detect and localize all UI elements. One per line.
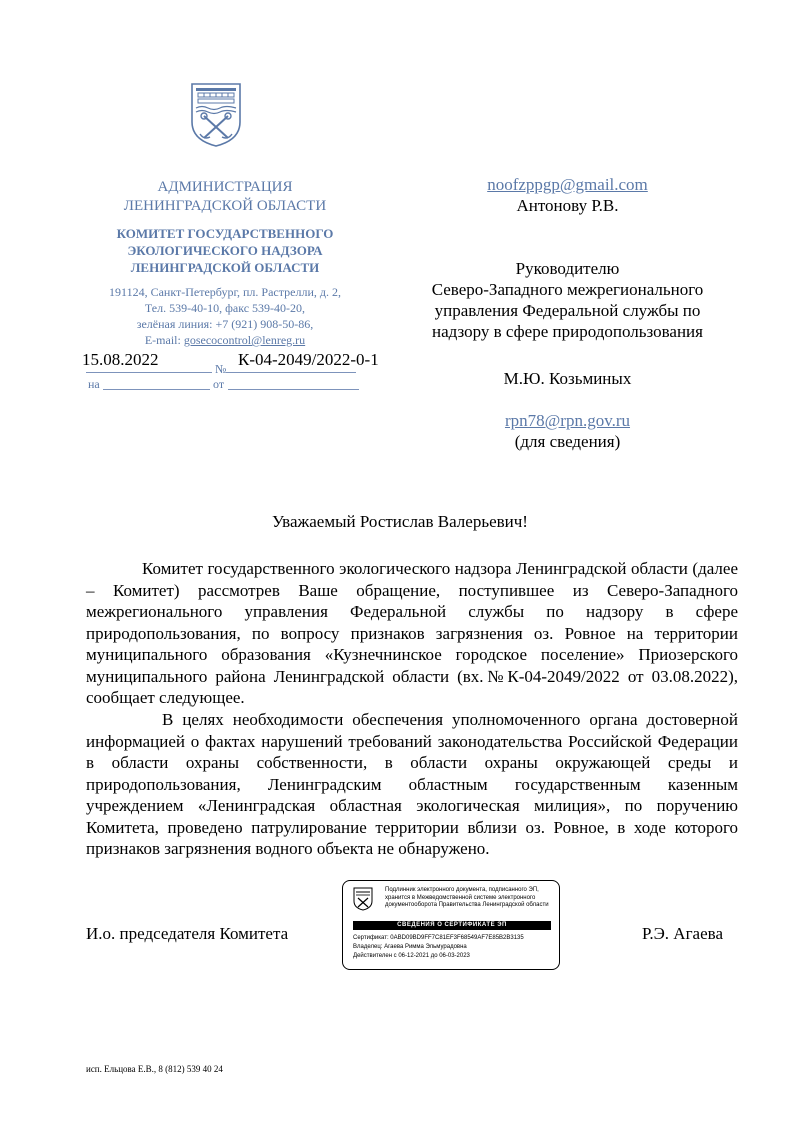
body-paragraph-1: Комитет государственного экологического надзора Ленинградской области (далее – Комитет) рассмотрев Ваше обращение, поступившее из Северо-Западного межрегионального управления Федеральной службы по надзору в сфере природопользования, по вопросу признаков загрязнения оз. Ровное на территории муниципального образования «Кузнечнинское городское поселение» Приозерского муниципального района Ленинградской области (вх.№К-04-2049/2022 от 03.08.2022), сообщает следующее. — [86, 559, 738, 707]
signatory-name: Р.Э. Агаева — [642, 924, 723, 943]
phone: Тел. 539-40-10, факс 539-40-20, — [144, 301, 306, 315]
stamp-owner: Владелец: Агаева Римма Эльмурадовна — [353, 944, 467, 950]
email-label: E-mail: — [144, 333, 184, 347]
stamp-header-bar: СВЕДЕНИЯ О СЕРТИФИКАТЕ ЭП — [353, 921, 551, 930]
recipient-3-note: (для сведения) — [514, 432, 621, 451]
stamp-certificate: Сертификат: 0ABD09BD9FF7C81EF3F68549AF7E85B2B3135 — [353, 935, 524, 941]
recipient-1-email-link[interactable]: noofzppgp@gmail.com — [487, 175, 648, 194]
hotline: зелёная линия: +7 (921) 908-50-86, — [136, 317, 314, 331]
divider — [226, 372, 356, 373]
recipient-1 — [405, 174, 730, 216]
registration-number: К-04-2049/2022-0-1 — [238, 350, 379, 369]
reply-to-label: на — [88, 377, 100, 391]
leningrad-oblast-coat-of-arms-icon — [190, 82, 242, 148]
reply-date-label: от — [213, 377, 225, 391]
recipient-1-name: Антонову Р.В. — [516, 196, 619, 215]
stamp-description: Подлинник электронного документа, подписанного ЭП, хранится в Межведомственной системе электронного документооборота Правительства Ленинградской области — [385, 887, 549, 908]
organization-name: АДМИНИСТРАЦИЯ ЛЕНИНГРАДСКОЙ ОБЛАСТИ — [123, 179, 327, 214]
contact-block — [80, 284, 370, 348]
committee-name: КОМИТЕТ ГОСУДАРСТВЕННОГО ЭКОЛОГИЧЕСКОГО НАДЗОРА ЛЕНИНГРАДСКОЙ ОБЛАСТИ — [116, 226, 334, 275]
signatory-position: И.о. председателя Комитета — [86, 924, 289, 943]
coat-of-arms-icon — [353, 887, 373, 911]
recipient-2-name: М.Ю. Козьминых — [503, 369, 632, 388]
number-sign: № — [215, 362, 227, 376]
committee-email-link[interactable]: gosecocontrol@lenreg.ru — [183, 333, 306, 347]
recipient-2-title: Руководителю Северо-Западного межрегионального управления Федеральной службы по надзору в сфере природопользования — [431, 259, 704, 341]
stamp-validity: Действителен с 06-12-2021 до 06-03-2023 — [353, 953, 470, 959]
greeting: Уважаемый Ростислав Валерьевич! — [272, 512, 528, 531]
divider — [103, 389, 210, 390]
e-signature-stamp — [342, 880, 560, 970]
body-paragraph-2: В целях необходимости обеспечения уполномоченного органа достоверной информацией о фактах нарушений требований законодательства Российской Федерации в области охраны собственности, в области охраны окружающей среды и природопользования, Ленинградским областным государственным казенным учреждением «Ленинградская областная экологическая милиция», по поручению Комитета, проведено патрулирование территории вблизи оз. Ровное, в ходе которого признаков загрязнения водного объекта не обнаружено. — [86, 710, 738, 858]
divider — [86, 372, 212, 373]
address: 191124, Санкт-Петербург, пл. Растрелли, д. 2, — [109, 285, 341, 299]
divider — [228, 389, 359, 390]
recipient-3 — [405, 410, 730, 452]
recipient-3-email-link[interactable]: rpn78@rpn.gov.ru — [504, 411, 631, 430]
executor-info: исп. Ельцова Е.В., 8 (812) 539 40 24 — [86, 1064, 223, 1074]
registration-date: 15.08.2022 — [82, 350, 159, 369]
